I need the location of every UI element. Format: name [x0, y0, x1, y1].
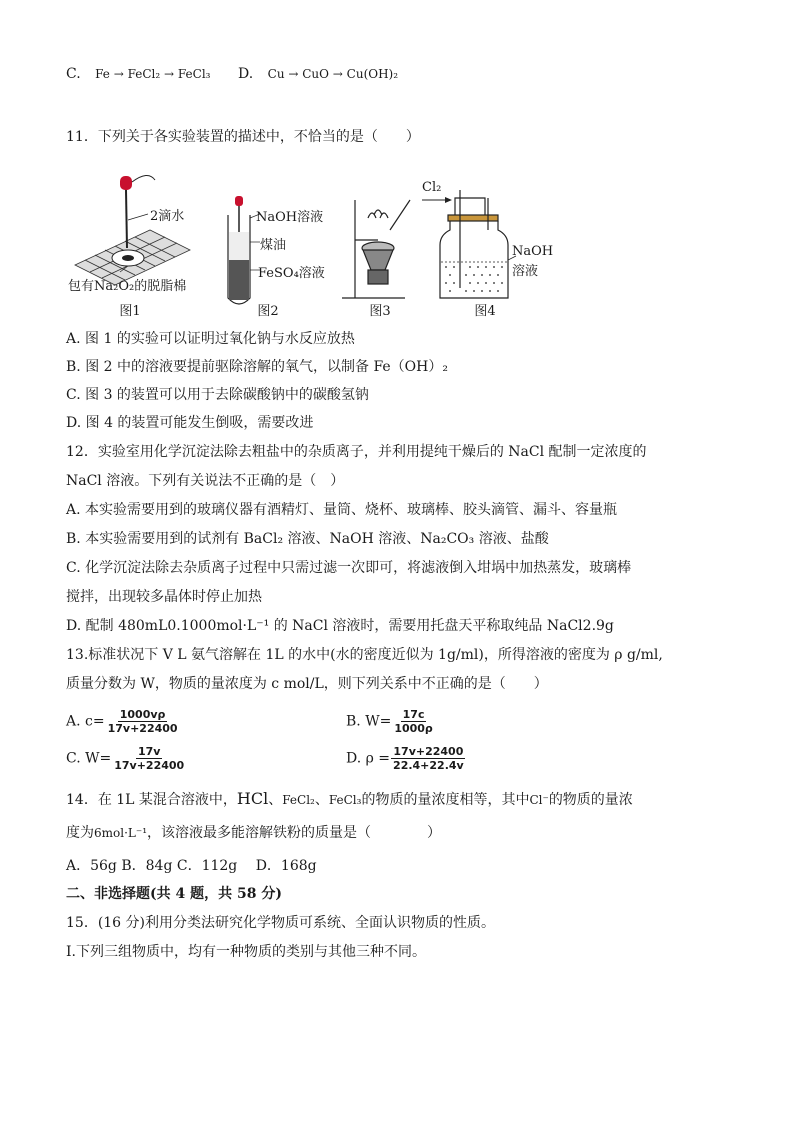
q13-option-a-prefix: A. c=: [66, 713, 105, 730]
q13-option-d-numerator: 17v+22400: [393, 745, 464, 758]
q10-option-c: [66, 64, 210, 84]
fig3-apparatus: [342, 200, 410, 298]
fig1-cotton-label: 包有Na₂O₂的脱脂棉: [68, 279, 187, 294]
q13-option-d-fraction: [391, 745, 466, 772]
q12-option-c-line2: 搅拌，出现较多晶体时停止加热: [66, 589, 262, 605]
q11-option-c: C. 图 3 的装置可以用于去除碳酸钠中的碳酸氢钠: [66, 387, 369, 403]
q13-option-a-fraction: [106, 708, 180, 735]
q11-option-d: D. 图 4 的装置可能发生倒吸，需要改进: [66, 415, 314, 431]
fig1-water-label: 2滴水: [150, 209, 185, 224]
q12-option-d: D. 配制 480mL0.1000mol·L⁻¹ 的 NaCl 溶液时，需要用托盘天平称取纯品 NaCl2.9g: [66, 618, 614, 634]
q13-option-b-prefix: B. W=: [346, 713, 392, 730]
q10-option-c-formula: Fe → FeCl₂ → FeCl₃: [95, 67, 211, 81]
fig1-dropper-bulb: [120, 176, 132, 190]
q13-option-b: [346, 708, 435, 735]
q14-sep1: 、: [268, 792, 283, 808]
q14-sep2: 、: [314, 792, 329, 808]
q10-option-c-letter: C.: [66, 66, 81, 82]
figure-1-drawing: [60, 170, 560, 320]
q14-conc: 6mol·L⁻¹: [94, 826, 148, 840]
fig1-label: 图1: [119, 304, 141, 319]
q14-stem-part-b: 的物质的量浓度相等，其中: [361, 792, 530, 808]
q13-option-b-numerator: 17c: [402, 708, 425, 721]
q13-option-c-numerator: 17v: [137, 745, 161, 758]
q12-stem-line1: 12．实验室用化学沉淀法除去粗盐中的杂质离子，并利用提纯干燥后的 NaCl 配制一定浓度的: [66, 444, 647, 460]
fig4-naoh-label-2: 溶液: [512, 264, 539, 279]
q13-option-a-denominator: 17v+22400: [107, 722, 178, 735]
q10-option-d-letter: D.: [238, 66, 254, 82]
q11-figures: [60, 170, 560, 320]
q11-option-b: B. 图 2 中的溶液要提前驱除溶解的氧气，以制备 Fe（OH）₂: [66, 359, 448, 375]
q13-option-d-prefix: D. ρ =: [346, 750, 391, 767]
q13-option-c-prefix: C. W=: [66, 750, 112, 767]
fig2-label: 图2: [257, 304, 279, 319]
q13-stem-line2: 质量分数为 W，物质的量浓度为 c mol/L，则下列关系中不正确的是（ ）: [66, 676, 548, 692]
fig2-naoh-label: NaOH溶液: [256, 210, 324, 225]
fig4-naoh-label-1: NaOH: [512, 244, 554, 259]
q12-option-a: A. 本实验需要用到的玻璃仪器有酒精灯、量筒、烧杯、玻璃棒、胶头滴管、漏斗、容量瓶: [66, 502, 618, 518]
fig3-label: 图3: [369, 304, 391, 319]
q11-option-a: A. 图 1 的实验可以证明过氧化钠与水反应放热: [66, 331, 355, 347]
q14-options: A．56g B．84g C．112g D．168g: [66, 858, 317, 874]
q12-option-b: B. 本实验需要用到的试剂有 BaCl₂ 溶液、NaOH 溶液、Na₂CO₃ 溶液、盐酸: [66, 531, 549, 547]
q13-option-d: [346, 745, 466, 772]
q13-option-d-denominator: 22.4+22.4v: [393, 759, 464, 772]
fig4-cl2-label: Cl₂: [422, 180, 442, 195]
q13-option-c-fraction: [112, 745, 186, 772]
q13-option-c: [66, 745, 186, 772]
q14-stem-line2-a: 度为: [66, 825, 94, 841]
q11-stem: 11．下列关于各实验装置的描述中，不恰当的是（ ）: [66, 129, 420, 145]
fig2-kerosene-label: 煤油: [260, 238, 287, 253]
q13-option-a-numerator: 1000vρ: [119, 708, 166, 721]
q14-stem-part-c: 的物质的量浓: [548, 792, 633, 808]
q14-stem-line2: [66, 823, 441, 843]
q13-option-b-denominator: 1000ρ: [394, 722, 433, 735]
q10-option-d-formula: Cu → CuO → Cu(OH)₂: [267, 67, 399, 81]
q15-part1: Ⅰ.下列三组物质中，均有一种物质的类别与其他三种不同。: [66, 944, 426, 960]
q14-hcl: HCl: [236, 789, 269, 808]
q14-fecl3: FeCl₃: [328, 793, 362, 807]
section-2-title: 二、非选择题(共 4 题，共 58 分): [66, 886, 282, 902]
q14-stem-line1: [66, 789, 633, 810]
q13-option-a: [66, 708, 180, 735]
q12-option-c-line1: C. 化学沉淀法除去杂质离子过程中只需过滤一次即可，将滤液倒入坩埚中加热蒸发，玻璃棒: [66, 560, 632, 576]
fig4-label: 图4: [474, 304, 496, 319]
q12-stem-line2: NaCl 溶液。下列有关说法不正确的是（ ）: [66, 473, 345, 489]
fig2-feso4-label: FeSO₄溶液: [258, 266, 325, 281]
q13-option-c-denominator: 17v+22400: [114, 759, 185, 772]
q14-stem-part-a: 14．在 1L 某混合溶液中，: [66, 792, 237, 808]
q13-option-b-fraction: [392, 708, 435, 735]
q14-cl: Cl⁻: [529, 793, 549, 807]
q10-option-d: [238, 64, 398, 84]
q15-stem: 15．(16 分)利用分类法研究化学物质可系统、全面认识物质的性质。: [66, 915, 496, 931]
q14-fecl2: FeCl₂: [282, 793, 315, 807]
q14-stem-line2-b: ，该溶液最多能溶解铁粉的质量是（ ）: [147, 825, 442, 841]
q13-stem-line1: 13.标准状况下 V L 氨气溶解在 1L 的水中(水的密度近似为 1g/ml)，所得溶液的密度为 ρ g/ml,: [66, 647, 663, 663]
fig2-dropper-bulb: [235, 196, 243, 206]
